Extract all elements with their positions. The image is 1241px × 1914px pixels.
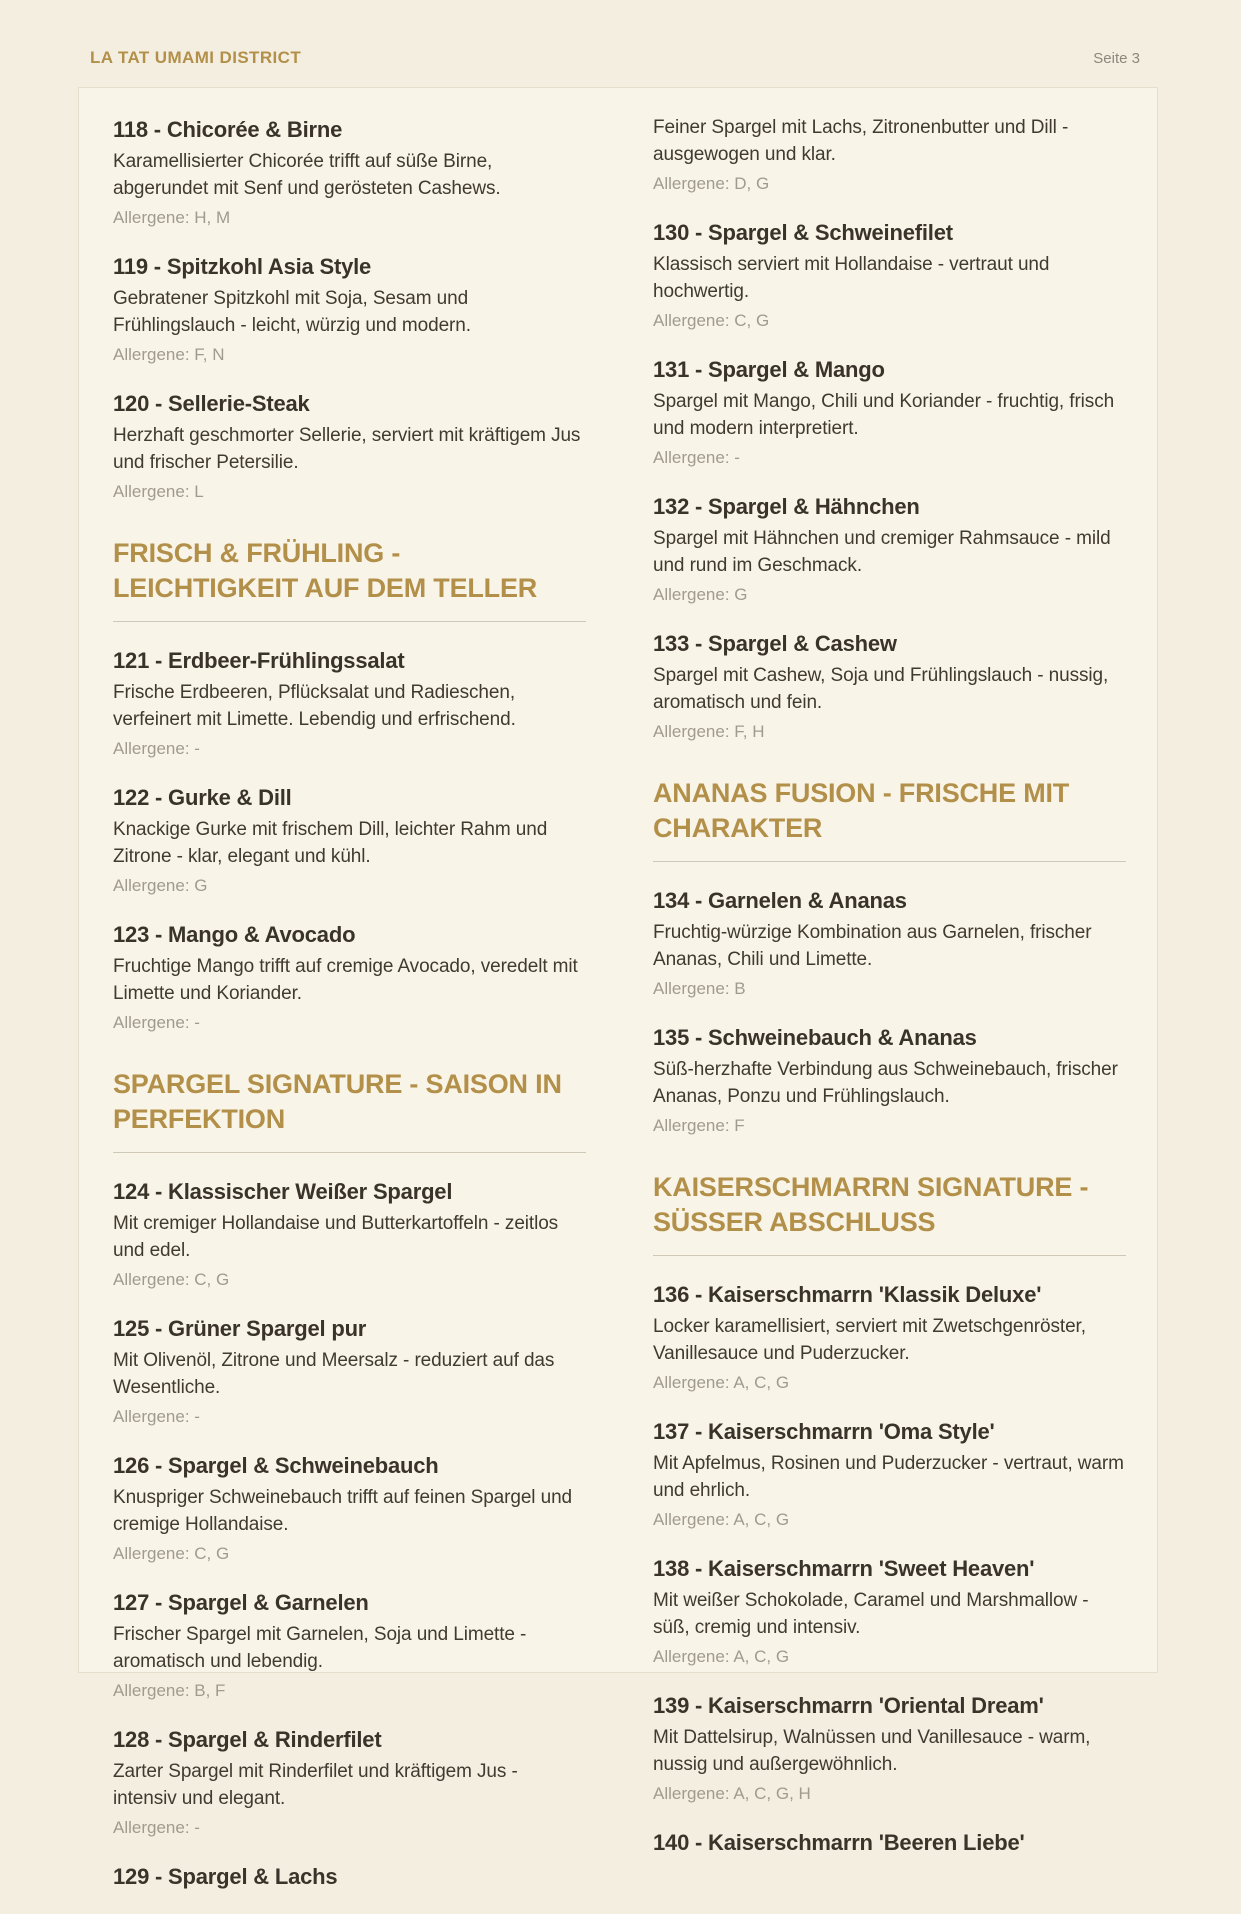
menu-item-allergens: Allergene: - (113, 1407, 200, 1426)
menu-item-description: Süß-herzhafte Verbindung aus Schweinebauch, frischer Ananas, Ponzu und Frühlingslauch. (653, 1059, 1118, 1107)
menu-item-description: Feiner Spargel mit Lachs, Zitronenbutter und Dill - ausgewogen und klar. (653, 117, 1069, 165)
menu-item (653, 218, 1126, 332)
menu-item-title: 126 - Spargel & Schweinebauch (113, 1453, 439, 1478)
menu-item-description: Spargel mit Hähnchen und cremiger Rahmsauce - mild und rund im Geschmack. (653, 528, 1111, 576)
menu-item-allergens: Allergene: A, C, G (653, 1647, 790, 1666)
menu-item (113, 252, 586, 366)
menu-item-title: 130 - Spargel & Schweinefilet (653, 220, 953, 245)
menu-item-description: Fruchtig-würzige Kombination aus Garnelen, frischer Ananas, Chili und Limette. (653, 922, 1092, 970)
menu-item-allergens: Allergene: D, G (653, 174, 770, 193)
menu-item (113, 1588, 586, 1702)
menu-item (113, 1451, 586, 1565)
menu-section-heading: FRISCH & FRÜHLING - LEICHTIGKEIT AUF DEM TELLER (113, 536, 586, 622)
menu-item-title: 132 - Spargel & Hähnchen (653, 494, 920, 519)
menu-item (653, 1691, 1126, 1805)
menu-item-title: 123 - Mango & Avocado (113, 922, 356, 947)
menu-item (113, 783, 586, 897)
menu-item-title: 118 - Chicorée & Birne (113, 117, 343, 142)
menu-item-title: 122 - Gurke & Dill (113, 785, 292, 810)
menu-item (653, 1828, 1126, 1857)
menu-item-allergens: Allergene: - (113, 1013, 200, 1032)
menu-item-description: Gebratener Spitzkohl mit Soja, Sesam und Frühlingslauch - leicht, würzig und modern. (113, 288, 471, 336)
menu-item-description: Knackige Gurke mit frischem Dill, leichter Rahm und Zitrone - klar, elegant und kühl. (113, 819, 548, 867)
menu-column-right (653, 115, 1126, 1914)
menu-item (113, 1177, 586, 1291)
menu-item-allergens: Allergene: B, F (113, 1681, 226, 1700)
menu-item-allergens: Allergene: L (113, 482, 204, 501)
menu-item (653, 886, 1126, 1000)
menu-item (653, 1417, 1126, 1531)
menu-item-allergens: Allergene: G (113, 876, 208, 895)
menu-item-description: Mit Dattelsirup, Walnüssen und Vanillesauce - warm, nussig und außergewöhnlich. (653, 1727, 1091, 1775)
menu-item-description: Frische Erdbeeren, Pflücksalat und Radieschen, verfeinert mit Limette. Lebendig und erfrischend. (113, 682, 516, 730)
menu-item-title: 119 - Spitzkohl Asia Style (113, 254, 372, 279)
menu-item (113, 646, 586, 760)
menu-item-description: Mit Apfelmus, Rosinen und Puderzucker - vertraut, warm und ehrlich. (653, 1453, 1124, 1501)
menu-item-description: Mit weißer Schokolade, Caramel und Marshmallow - süß, cremig und intensiv. (653, 1590, 1089, 1638)
menu-item-title: 131 - Spargel & Mango (653, 357, 885, 382)
menu-item (653, 115, 1126, 195)
menu-card (78, 87, 1158, 1889)
menu-item-title: 139 - Kaiserschmarrn 'Oriental Dream' (653, 1693, 1044, 1718)
menu-item (113, 115, 586, 229)
menu-item-description: Klassisch serviert mit Hollandaise - vertraut und hochwertig. (653, 254, 1050, 302)
menu-item-title: 128 - Spargel & Rinderfilet (113, 1727, 382, 1752)
page-number: Seite 3 (1093, 50, 1140, 67)
menu-item-title: 125 - Grüner Spargel pur (113, 1316, 367, 1341)
menu-item-title: 137 - Kaiserschmarrn 'Oma Style' (653, 1419, 995, 1444)
menu-item-description: Frischer Spargel mit Garnelen, Soja und Limette - aromatisch und lebendig. (113, 1624, 527, 1672)
menu-item-title: 120 - Sellerie-Steak (113, 391, 310, 416)
menu-item-description: Karamellisierter Chicorée trifft auf süße Birne, abgerundet mit Senf und gerösteten Cashews. (113, 151, 501, 199)
menu-columns (113, 115, 1124, 1914)
page-header (0, 0, 1241, 68)
menu-item-allergens: Allergene: C, G (113, 1270, 230, 1289)
menu-item-allergens: Allergene: C, G (653, 311, 770, 330)
menu-item-title: 133 - Spargel & Cashew (653, 631, 897, 656)
menu-item-allergens: Allergene: G (653, 585, 748, 604)
menu-item-allergens: Allergene: - (113, 739, 200, 758)
menu-item-title: 140 - Kaiserschmarrn 'Beeren Liebe' (653, 1830, 1025, 1855)
menu-item-title: 127 - Spargel & Garnelen (113, 1590, 369, 1615)
menu-section-heading: ANANAS FUSION - FRISCHE MIT CHARAKTER (653, 776, 1126, 862)
menu-item-description: Mit cremiger Hollandaise und Butterkartoffeln - zeitlos und edel. (113, 1213, 559, 1261)
menu-item-description: Locker karamellisiert, serviert mit Zwetschgenröster, Vanillesauce und Puderzucker. (653, 1316, 1086, 1364)
menu-item (113, 1725, 586, 1839)
menu-item (653, 492, 1126, 606)
menu-item (653, 629, 1126, 743)
menu-item (113, 1314, 586, 1428)
menu-item-description: Mit Olivenöl, Zitrone und Meersalz - reduziert auf das Wesentliche. (113, 1350, 555, 1398)
menu-item-description: Spargel mit Mango, Chili und Koriander - fruchtig, frisch und modern interpretiert. (653, 391, 1115, 439)
menu-column-left (113, 115, 586, 1914)
menu-item-title: 134 - Garnelen & Ananas (653, 888, 907, 913)
menu-section-heading: SPARGEL SIGNATURE - SAISON IN PERFEKTION (113, 1067, 586, 1153)
menu-item-title: 124 - Klassischer Weißer Spargel (113, 1179, 453, 1204)
menu-item-allergens: Allergene: B (653, 979, 746, 998)
menu-item (113, 920, 586, 1034)
menu-item (653, 1023, 1126, 1137)
menu-item-description: Knuspriger Schweinebauch trifft auf feinen Spargel und cremige Hollandaise. (113, 1487, 572, 1535)
menu-item-title: 138 - Kaiserschmarrn 'Sweet Heaven' (653, 1556, 1035, 1581)
menu-item-allergens: Allergene: F, N (113, 345, 225, 364)
menu-item-title: 136 - Kaiserschmarrn 'Klassik Deluxe' (653, 1282, 1042, 1307)
menu-item-title: 121 - Erdbeer-Frühlingssalat (113, 648, 405, 673)
menu-item-allergens: Allergene: A, C, G, H (653, 1784, 811, 1803)
menu-item-description: Spargel mit Cashew, Soja und Frühlingslauch - nussig, aromatisch und fein. (653, 665, 1109, 713)
menu-item-allergens: Allergene: - (113, 1818, 200, 1837)
menu-item-description: Herzhaft geschmorter Sellerie, serviert mit kräftigem Jus und frischer Petersilie. (113, 425, 581, 473)
menu-item-allergens: Allergene: A, C, G (653, 1373, 790, 1392)
restaurant-name: LA TAT UMAMI DISTRICT (90, 48, 302, 67)
menu-item-title: 129 - Spargel & Lachs (113, 1864, 338, 1889)
menu-item-allergens: Allergene: C, G (113, 1544, 230, 1563)
menu-item (113, 1862, 586, 1891)
menu-item-description: Zarter Spargel mit Rinderfilet und kräftigem Jus - intensiv und elegant. (113, 1761, 518, 1809)
menu-item-allergens: Allergene: - (653, 448, 740, 467)
menu-section-heading: KAISERSCHMARRN SIGNATURE - SÜSSER ABSCHLUSS (653, 1170, 1126, 1256)
menu-item (653, 1280, 1126, 1394)
menu-item-allergens: Allergene: A, C, G (653, 1510, 790, 1529)
menu-item-title: 135 - Schweinebauch & Ananas (653, 1025, 977, 1050)
menu-item-allergens: Allergene: F, H (653, 722, 765, 741)
menu-item-description: Fruchtige Mango trifft auf cremige Avocado, veredelt mit Limette und Koriander. (113, 956, 578, 1004)
menu-item (113, 389, 586, 503)
menu-item (653, 355, 1126, 469)
menu-item-allergens: Allergene: H, M (113, 208, 231, 227)
menu-item-allergens: Allergene: F (653, 1116, 745, 1135)
menu-item (653, 1554, 1126, 1668)
